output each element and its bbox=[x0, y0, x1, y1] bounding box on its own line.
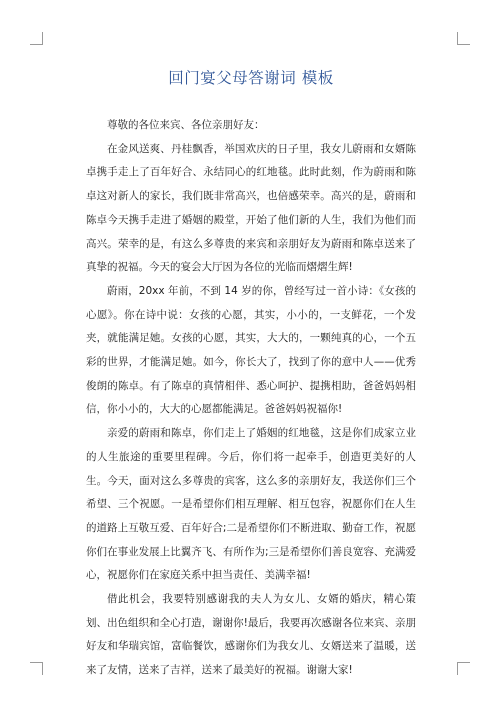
greeting-line: 尊敬的各位来宾、各位亲朋好友： bbox=[107, 119, 265, 131]
page-corner-mark-bottom-right bbox=[457, 662, 470, 675]
body-paragraph-3: 亲爱的蔚雨和陈卓，你们走上了婚姻的红地毯，这是你们成家立业的人生旅途的重要里程碑。今后，你们将一起牵手，创造更美好的人生。今天，面对这么多尊贵的宾客，这么多的亲朋好友，我送你们三个希望、三个祝愿。一是希望你们相互理解、相互包容，祝愿你们在人生的道路上互敬互爱、百年好合;二是希望你们不断进取、勤奋工作，祝愿你们在事业发展上比翼齐飞、有所作为;三是希望你们善良宽容、充满爱心，祝愿你们在家庭关系中担当责任、美满幸福! bbox=[86, 427, 416, 582]
body-paragraph-4: 借此机会，我要特别感谢我的夫人为女儿、女婿的婚庆，精心策划、出色组织和全心打造，谢谢你!最后，我要再次感谢各位来宾、亲朋好友和华瑞宾馆，富临餐饮，感谢你们为我女儿、女婿送来了温暖，送来了友情，送来了吉祥，送来了最美好的祝福。谢谢大家! bbox=[86, 593, 416, 677]
page-corner-mark-top-left bbox=[30, 32, 43, 45]
body-paragraph-1: 在金风送爽、丹桂飘香，举国欢庆的日子里，我女儿蔚雨和女婿陈卓携手走上了百年好合、永结同心的红地毯。此时此刻，作为蔚雨和陈卓这对新人的家长，我们既非常高兴，也倍感荣幸。高兴的是，蔚雨和陈卓今天携手走进了婚姻的殿堂，开始了他们新的人生，我们为他们而高兴。荣幸的是，有这么多尊贵的来宾和亲朋好友为蔚雨和陈卓送来了真挚的祝福。今天的宴会大厅因为各位的光临而熠熠生辉! bbox=[86, 142, 416, 274]
document-title: 回门宴父母答谢词 模板 bbox=[168, 69, 334, 87]
page-corner-mark-top-right bbox=[457, 32, 470, 45]
document-page bbox=[86, 60, 416, 683]
page-corner-mark-bottom-left bbox=[30, 662, 43, 675]
body-paragraph-2: 蔚雨，20xx 年前，不到 14 岁的你，曾经写过一首小诗：《女孩的心愿》。你在诗中说：女孩的心愿，其实，小小的，一支鲜花，一个发夹，就能满足她。女孩的心愿，其实，大大的，一颗纯真的心，一个五彩的世界，才能满足她。如今，你长大了，找到了你的意中人——优秀俊朗的陈卓。有了陈卓的真情相伴、悉心呵护、提携相助，爸爸妈妈相信，你小小的，大大的心愿都能满足。爸爸妈妈祝福你! bbox=[86, 284, 416, 416]
